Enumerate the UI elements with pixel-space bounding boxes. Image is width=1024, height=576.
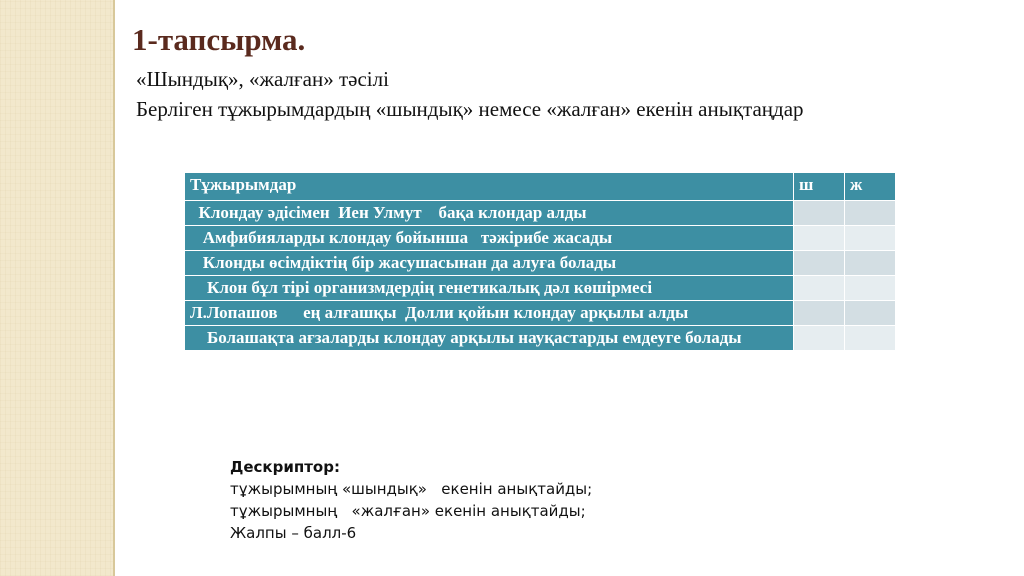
table-header-row [185,173,896,201]
statement-cell: Болашақта ағзаларды клондау арқылы науқастарды емдеуге болады [185,326,794,351]
true-answer-cell[interactable] [794,226,845,251]
statements-table [184,172,896,351]
subtitle: «Шындық», «жалған» тәсілі [136,67,389,91]
true-answer-cell[interactable] [794,276,845,301]
statement-cell: Л.Лопашов ең алғашқы Долли қойын клондау арқылы алды [185,301,794,326]
instruction-text: Берліген тұжырымдардың «шындық» немесе «жалған» екенін анықтаңдар [136,97,804,121]
statement-cell: Клондау әдісімен Иен Улмут бақа клондар алды [185,201,794,226]
header-true: ш [794,173,845,201]
decorative-side-panel [0,0,113,576]
table-row [185,201,896,226]
false-answer-cell[interactable] [845,326,896,351]
false-answer-cell[interactable] [845,226,896,251]
statement-cell: Клонды өсімдіктің бір жасушасынан да алуға болады [185,251,794,276]
descriptor-title: Дескриптор: [230,458,340,476]
false-answer-cell[interactable] [845,251,896,276]
table-row [185,226,896,251]
table-row [185,301,896,326]
table-row [185,276,896,301]
false-answer-cell[interactable] [845,201,896,226]
true-answer-cell[interactable] [794,301,845,326]
false-answer-cell[interactable] [845,301,896,326]
true-answer-cell[interactable] [794,251,845,276]
true-answer-cell[interactable] [794,326,845,351]
statement-cell: Клон бұл тірі организмдердің генетикалық дәл көшірмесі [185,276,794,301]
descriptor-line: тұжырымның «жалған» екенін анықтайды; [230,502,586,520]
page-title: 1-тапсырма. [132,22,306,57]
side-divider [113,0,115,576]
descriptor-block [230,456,592,544]
descriptor-line: тұжырымның «шындық» екенін анықтайды; [230,480,593,498]
header-statements: Тұжырымдар [185,173,794,201]
statement-cell: Амфибияларды клондау бойынша тәжірибе жасады [185,226,794,251]
header-false: ж [845,173,896,201]
table-row [185,251,896,276]
table-row [185,326,896,351]
true-answer-cell[interactable] [794,201,845,226]
descriptor-line: Жалпы – балл-6 [230,524,357,542]
false-answer-cell[interactable] [845,276,896,301]
